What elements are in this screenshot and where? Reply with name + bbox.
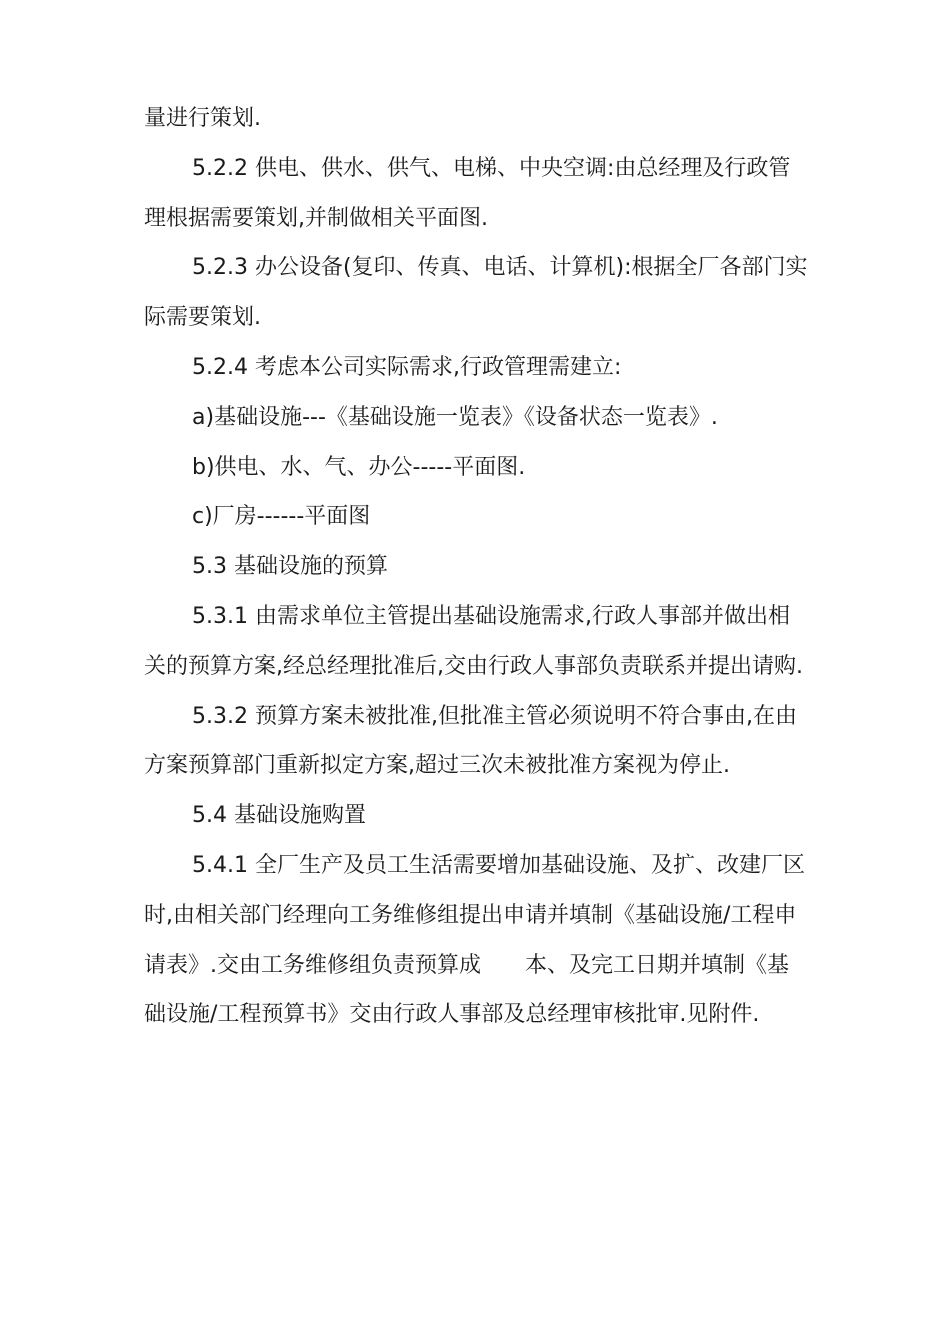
document-body: [144, 94, 808, 1040]
paragraph-6: b)供电、水、气、办公-----平面图.: [192, 454, 526, 480]
paragraph-9: 5.3.1 由需求单位主管提出基础设施需求,行政人事部并做出相关的预算方案,经总经理批准后,交由行政人事部负责联系并提出请购.: [144, 603, 803, 679]
section-heading-5-4: 5.4 基础设施购置: [192, 803, 366, 829]
paragraph-10: 5.3.2 预算方案未被批准,但批准主管必须说明不符合事由,在由方案预算部门重新拟定方案,超过三次未被批准方案视为停止.: [144, 703, 797, 779]
paragraph-3: 5.2.3 办公设备(复印、传真、电话、计算机):根据全厂各部门实际需要策划.: [144, 255, 808, 331]
paragraph-7: c)厂房------平面图: [192, 504, 371, 530]
paragraph-5: a)基础设施---《基础设施一览表》《设备状态一览表》.: [192, 404, 718, 430]
paragraph-2: 5.2.2 供电、供水、供气、电梯、中央空调:由总经理及行政管理根据需要策划,并制做相关平面图.: [144, 155, 791, 231]
paragraph-1: 量进行策划.: [144, 106, 261, 131]
section-heading-5-3: 5.3 基础设施的预算: [192, 554, 388, 580]
paragraph-12: 5.4.1 全厂生产及员工生活需要增加基础设施、及扩、改建厂区时,由相关部门经理向工务维修组提出申请并填制《基础设施/工程申请表》.交由工务维修组负责预算成 本、及完工日期并填制《基础设施/工程预算书》交由行政人事部及总经理审核批审.见附件.: [144, 852, 805, 1028]
paragraph-4: 5.2.4 考虑本公司实际需求,行政管理需建立:: [192, 354, 622, 380]
